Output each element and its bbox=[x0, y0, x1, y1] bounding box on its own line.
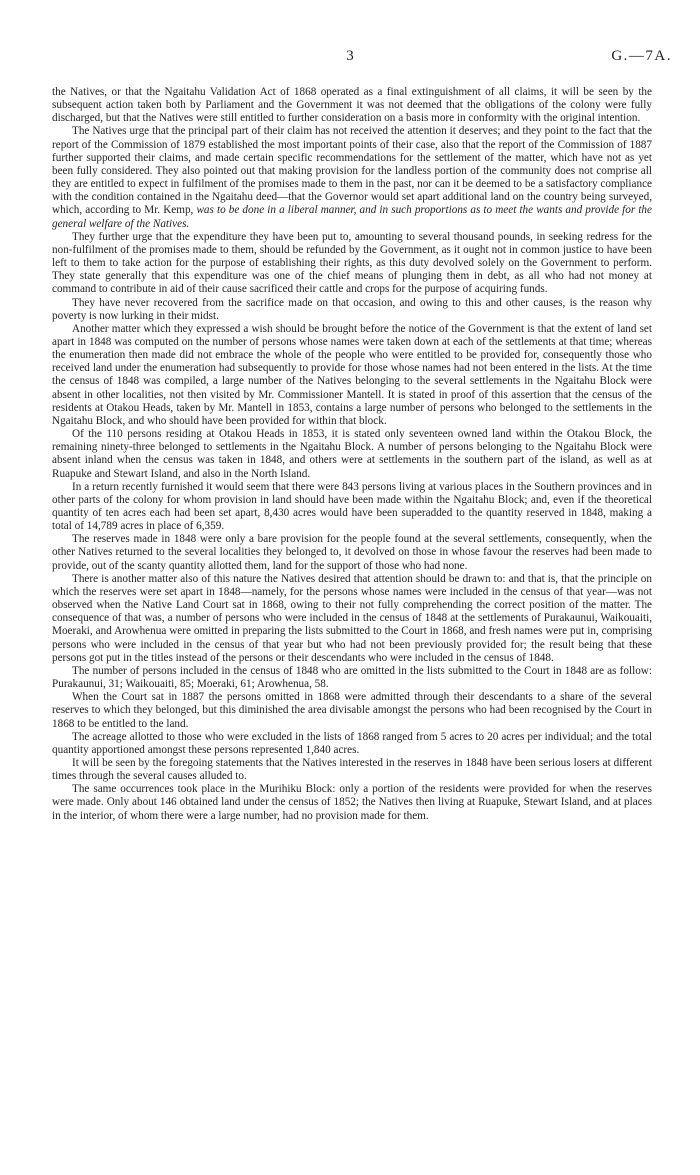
paragraph: The number of persons included in the census of 1848 who are omitted in the lists submitted to the Court in 1848 are as follow: Purakaunui, 31; Waikouaiti, 85; Moeraki, 61; Arowhenua, 58. bbox=[52, 664, 652, 691]
paragraph: The acreage allotted to those who were excluded in the lists of 1868 ranged from 5 acres to 20 acres per individual; and the total quantity apportioned amongst these persons represented 1,840 acres. bbox=[52, 730, 652, 756]
paragraph: It will be seen by the foregoing statements that the Natives interested in the reserves in 1848 have been serious losers at different times through the several causes alluded to. bbox=[52, 756, 652, 783]
paragraph: The same occurrences took place in the Murihiku Block: only a portion of the residents were provided for when the reserves were made. Only about 146 obtained land under the census of 1852; the Natives then living at Ruapuke, Stewart Island, and at places in the interior, of whom there were a large number, had no provision made for them. bbox=[52, 783, 652, 822]
paragraph: When the Court sat in 1887 the persons omitted in 1868 were admitted through their descendants to a share of the several reserves to which they belonged, but this diminished the area divisable amongst the persons who had been recognised by the Court in 1868 to be entitled to the land. bbox=[52, 691, 652, 730]
paragraph: There is another matter also of this nature the Natives desired that attention should be drawn to: and that is, that the principle on which the reserves were set apart in 1848—namely, for the persons whose names were included in the census of that year—was not observed when the Native Land Court sat in 1868, owing to their not fully comprehending the correct position of the matter. The consequence of that was, a number of persons who were included in the census of 1848 at the settlements of Purakaunui, Waikouaiti, Moeraki, and Arowhenua were omitted in preparing the lists submitted to the Court in 1868, and fresh names were put in, comprising persons who were included in the census of that year but who had not been previously provided for; the result being that these persons got put in the titles instead of the persons or their descendants who were included in the census of 1848. bbox=[52, 572, 652, 664]
paragraph: In a return recently furnished it would seem that there were 843 persons living at various places in the Southern provinces and in other parts of the colony for whom provision in land should have been made within the Ngaitahu Block; and, even if the theoretical quantity of ten acres each had been set apart, 8,430 acres would have been superadded to the quantity reserved in 1848, making a total of 14,789 acres in place of 6,359. bbox=[52, 480, 652, 533]
document-reference: G.—7A. bbox=[611, 48, 672, 64]
page-number: 3 bbox=[346, 48, 354, 64]
paragraph: Of the 110 persons residing at Otakou Heads in 1853, it is stated only seventeen owned land within the Otakou Block, the remaining ninety-three belonged to settlements in the Ngaitahu Block. A number of persons belonging to the Ngaitahu Block were absent inland when the census was taken in 1848, and others were at settlements in the southern part of the island, as well as at Ruapuke and Stewart Island, and also in the North Island. bbox=[52, 428, 652, 480]
paragraph: Another matter which they expressed a wish should be brought before the notice of the Government is that the extent of land set apart in 1848 was computed on the number of persons whose names were taken down at each of the settlements at that time; whereas the enumeration then made did not embrace the whole of the people who were entitled to be provided for, consequently those who received land under the enumeration had subsequently to provide for those whose names had not been entered in the lists. At the time the census of 1848 was compiled, a large number of the Natives belonging to the several settlements in the Ngaitahu Block were absent in other localities, not then visited by Mr. Commissioner Mantell. It is stated in proof of this assertion that the census of the residents at Otakou Heads, taken by Mr. Mantell in 1853, contains a large number of persons who belonged to the settlements in the Ngaitahu Block, and who should have been provided for within that block. bbox=[52, 322, 652, 427]
paragraph: The reserves made in 1848 were only a bare provision for the people found at the several settlements, consequently, when the other Natives returned to the several localities they belonged to, it devolved on those in whose favour the reserves had been made to provide, out of the scanty quantity allotted them, land for the support of those who had none. bbox=[52, 533, 652, 572]
paragraph: They have never recovered from the sacrifice made on that occasion, and owing to this and other causes, is the reason why poverty is now lurking in their midst. bbox=[52, 296, 652, 322]
body-text bbox=[52, 86, 652, 823]
quoted-italic-text: was to be done in a liberal manner, and in such proportions as to meet the wants and provide for the general welfare of the Natives. bbox=[52, 204, 652, 230]
paragraph-text: The Natives urge that the principal part of their claim has not received the attention it deserves; and they point to the fact that the report of the Commission of 1879 established the most important points of their case, also that the report of the Commission of 1887 further supported their claims, and made certain specific recommendations for the settlement of the matter, which have not as yet been fully considered. They also pointed out that making provision for the landless portion of the community does not comprise all they are entitled to expect in fulfilment of the promises made to them in the past, nor can it be deemed to be a satisfactory compliance with the condition contained in the Ngaitahu deed—that the Governor would set apart additional land on the country being surveyed, which, according to Mr. Kemp, bbox=[52, 125, 652, 217]
paragraph bbox=[52, 125, 652, 230]
paragraph: the Natives, or that the Ngaitahu Validation Act of 1868 operated as a final extinguishment of all claims, it will be seen by the subsequent action taken both by Parliament and the Government it was not deemed that the obligations of the colony were fully discharged, but that the Natives were still entitled to further consideration on a basis more in conformity with the original intention. bbox=[52, 86, 652, 125]
paragraph: They further urge that the expenditure they have been put to, amounting to several thousand pounds, in seeking redress for the non-fulfilment of the promises made to them, should be refunded by the Government, as it ought not in common justice to have been left to them to take action for the purpose of establishing their rights, as this duty devolved solely on the Government to perform. They state generally that this expenditure was one of the chief means of plunging them in debt, as all who had not money at command to contribute in aid of their cause sacrificed their cattle and crops for the purpose of acquiring funds. bbox=[52, 230, 652, 296]
